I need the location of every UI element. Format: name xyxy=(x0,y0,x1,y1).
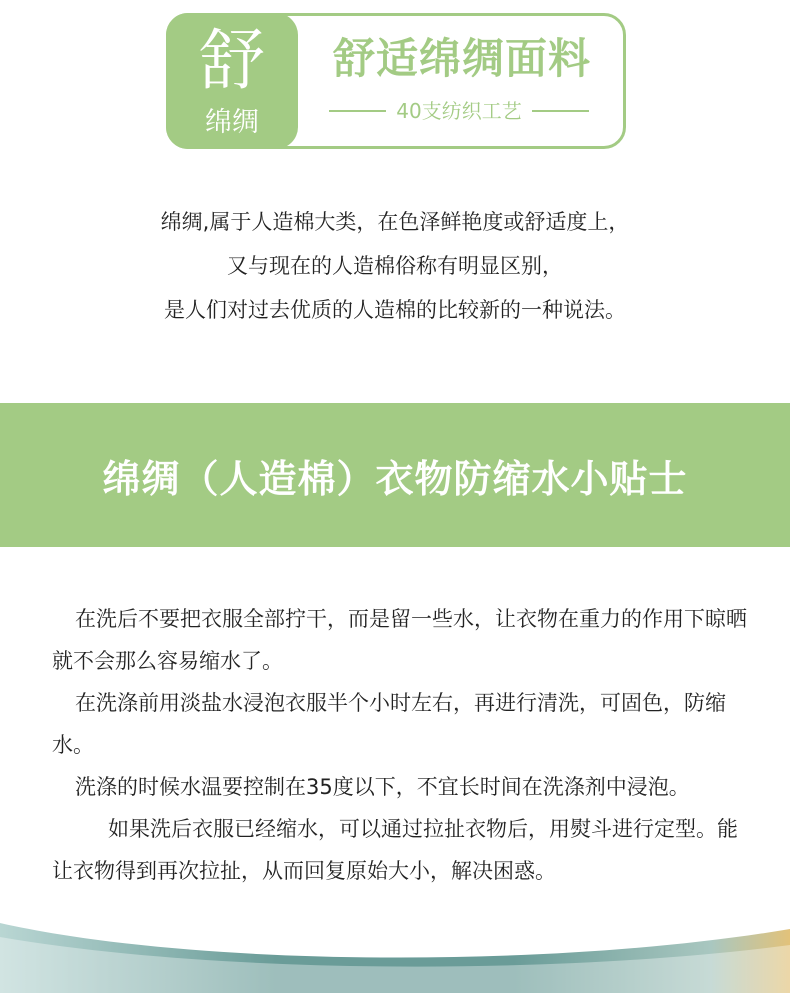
section-banner xyxy=(0,403,790,547)
tip-paragraph: 在洗涤前用淡盐水浸泡衣服半个小时左右，再进行清洗，可固色，防缩水。 xyxy=(52,691,726,757)
tip-paragraph: 洗涤的时候水温要控制在35度以下，不宜长时间在洗涤剂中浸泡。 xyxy=(75,775,690,799)
footer-wave-decoration xyxy=(0,923,790,993)
subtitle-row xyxy=(329,98,589,124)
page-title: 舒适绵绸面料 xyxy=(332,34,591,83)
tip-paragraph: 在洗后不要把衣服全部拧干，而是留一些水，让衣物在重力的作用下晾晒就不会那么容易缩水了。 xyxy=(52,607,747,673)
divider-left xyxy=(329,110,386,112)
badge-label: 绵绸 xyxy=(205,107,259,138)
tips-list xyxy=(52,598,752,892)
divider-right xyxy=(532,110,589,112)
intro-line: 是人们对过去优质的人造棉的比较新的一种说法。 xyxy=(164,298,626,322)
tip-paragraph: 如果洗后衣服已经缩水，可以通过拉扯衣物后，用熨斗进行定型。能让衣物得到再次拉扯，从而回复原始大小，解决困惑。 xyxy=(52,817,738,883)
page-subtitle: 40支纺织工艺 xyxy=(396,99,522,123)
intro-line: 又与现在的人造棉俗称有明显区别， xyxy=(227,254,563,278)
intro-text xyxy=(0,200,790,332)
section-title: 绵绸（人造棉）衣物防缩水小贴士 xyxy=(102,456,688,501)
badge-character: 舒 xyxy=(199,22,265,99)
product-badge xyxy=(166,13,626,149)
intro-line: 绵绸,属于人造棉大类，在色泽鲜艳度或舒适度上， xyxy=(160,210,630,234)
badge-emblem xyxy=(166,13,298,149)
